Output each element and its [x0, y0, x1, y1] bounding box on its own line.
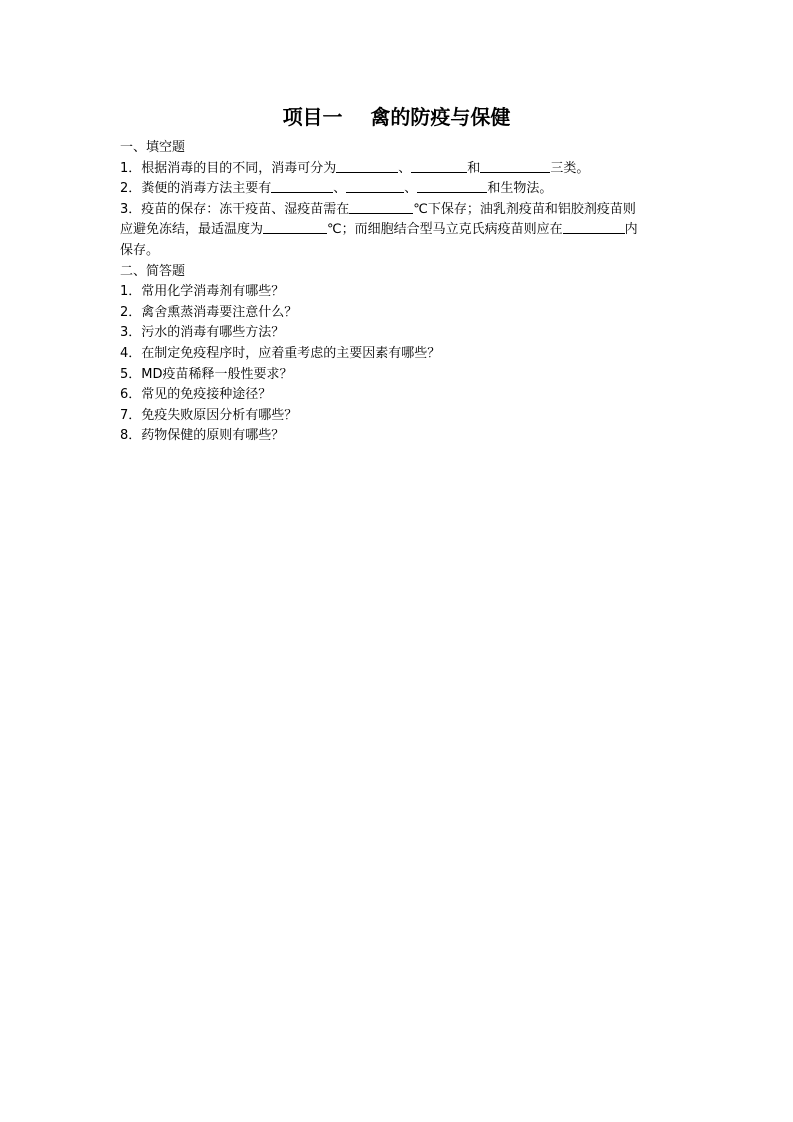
- question-tail: 内: [624, 222, 638, 238]
- separator-text: 和: [467, 160, 481, 176]
- question-text: 1．根据消毒的目的不同，消毒可分为: [120, 160, 337, 176]
- answer-blank: [417, 179, 487, 193]
- question-tail: 和生物法。: [487, 181, 553, 197]
- question-3-line-3: 保存。: [120, 242, 160, 258]
- section-heading-short-answer: 二、简答题: [120, 263, 186, 279]
- list-item: 1．常用化学消毒剂有哪些？: [120, 284, 285, 300]
- list-item: 6．常见的免疫接种途径？: [120, 387, 272, 403]
- list-item: 4．在制定免疫程序时，应着重考虑的主要因素有哪些？: [120, 345, 441, 361]
- list-item: 5．MD疫苗稀释一般性要求？: [120, 366, 293, 382]
- separator-text: 、: [398, 160, 412, 176]
- question-3-line-1: [120, 200, 680, 221]
- question-1: [120, 159, 680, 180]
- question-tail: 三类。: [550, 160, 590, 176]
- answer-blank: [263, 220, 327, 234]
- question-text: 2．粪便的消毒方法主要有: [120, 181, 272, 197]
- list-item: 8．药物保健的原则有哪些？: [120, 428, 285, 444]
- answer-blank: [563, 220, 625, 234]
- answer-blank: [480, 159, 550, 173]
- list-item: 2．禽舍熏蒸消毒要注意什么？: [120, 304, 298, 320]
- answer-blank: [336, 159, 398, 173]
- separator-text: 、: [333, 181, 347, 197]
- question-text: ℃下保存；油乳剂疫苗和铝胶剂疫苗则: [413, 201, 636, 217]
- list-item: 7．免疫失败原因分析有哪些？: [120, 407, 298, 423]
- page-title: 项目一 禽的防疫与保健: [282, 105, 511, 129]
- answer-blank: [271, 179, 333, 193]
- answer-blank: [349, 200, 413, 214]
- list-item: 3．污水的消毒有哪些方法？: [120, 325, 285, 341]
- section-heading-fill-blank: 一、填空题: [120, 140, 186, 155]
- answer-blank: [346, 179, 404, 193]
- question-text: 应避免冻结，最适温度为: [120, 222, 264, 238]
- question-text: ℃；而细胞结合型马立克氏病疫苗则应在: [327, 222, 563, 238]
- question-text: 3．疫苗的保存：冻干疫苗、湿疫苗需在: [120, 201, 350, 217]
- separator-text: 、: [404, 181, 418, 197]
- answer-blank: [411, 159, 467, 173]
- document-body: [120, 138, 680, 447]
- question-3-line-2: [120, 220, 680, 241]
- question-2: [120, 179, 680, 200]
